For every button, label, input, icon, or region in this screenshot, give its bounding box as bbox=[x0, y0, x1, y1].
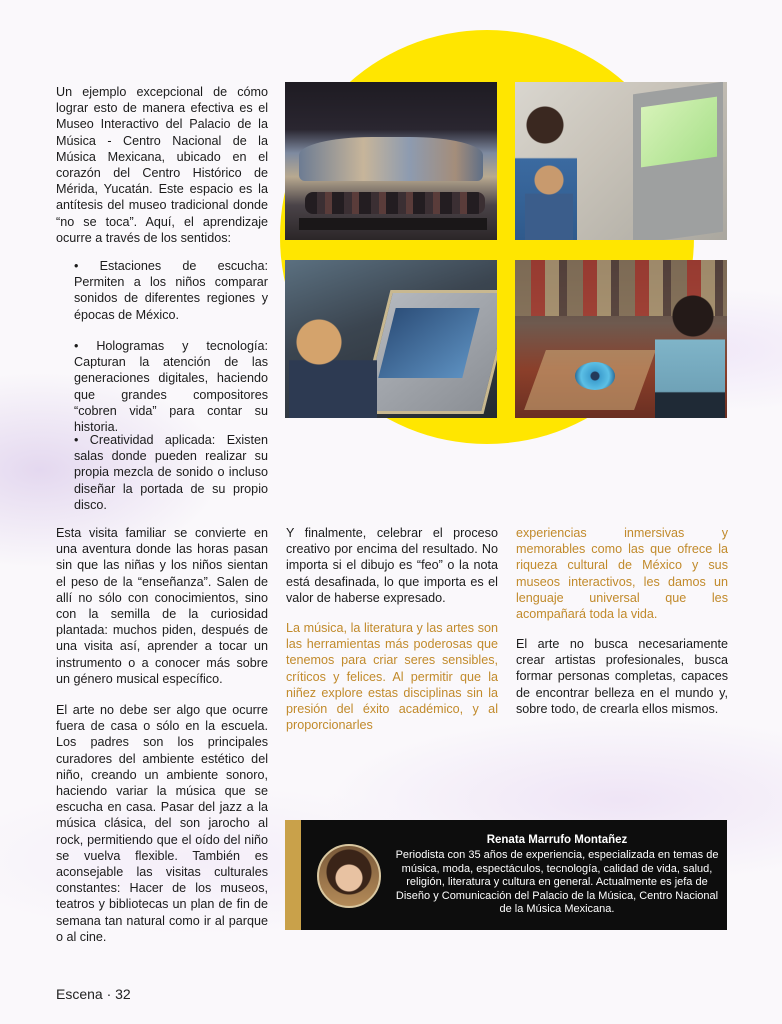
bullet-holograms: • Hologramas y tecnología: Capturan la atención de las generaciones digitales, haciendo que grandes compositores “cobren vida” para contar su historia. bbox=[74, 339, 268, 435]
child-figure bbox=[289, 312, 377, 418]
bullet-listening-stations: • Estaciones de escucha: Permiten a los niños comparar sonidos de diferentes regiones y épocas de México. bbox=[74, 259, 268, 322]
bullet-creativity: • Creatividad aplicada: Existen salas donde pueden realizar su propia mezcla de sonido o incluso diseñar la portada de su propio disco. bbox=[74, 433, 268, 512]
author-description: Periodista con 35 años de experiencia, especializada en temas de música, moda, espectáculos, tecnología, calidad de vida, salud, religión, literatura y cultura en general. Actualmente es jefa de Diseño y Comunicación del Palacio de la Música, Centro Nacional de la Música Mexicana. bbox=[395, 849, 719, 916]
projection-screen bbox=[299, 137, 483, 181]
column3-paragraph: El arte no busca necesariamente crear artistas profesionales, busca formar personas completas, capaces de encontrar belleza en el mundo y, sobre todo, de crearla ellos mismos. bbox=[516, 637, 728, 716]
touch-screen bbox=[378, 308, 479, 378]
bio-accent-bar bbox=[285, 820, 301, 930]
kiosk-screen bbox=[641, 97, 717, 168]
column1-paragraph2: El arte no debe ser algo que ocurre fuera de casa o sólo en la escuela. Los padres son los principales curadores del ambiente estético del niño, creando un ambiente sonoro, haciendo variar la música que se escucha en casa. Pasar del jazz a la música clásica, del son jarocho al rock, permitiendo que el oído del niño se vuelva flexible. También es aconsejable las visitas culturales constantes: Hacer de los museos, teatros y bibliotecas un plan de fin de semana tan natural como ir al parque o al cine. bbox=[56, 703, 268, 944]
page-footer: Escena · 32 bbox=[56, 986, 131, 1002]
photo-immersive-theater bbox=[285, 82, 497, 240]
photo-kiosk-children bbox=[515, 82, 727, 240]
author-bio-box bbox=[285, 820, 727, 930]
vinyl-disc bbox=[575, 362, 615, 390]
photo-vinyl-station bbox=[515, 260, 727, 418]
author-avatar bbox=[317, 844, 381, 908]
child-figure bbox=[525, 162, 573, 240]
photo-touchscreen-child bbox=[285, 260, 497, 418]
author-name: Renata Marrufo Montañez bbox=[486, 834, 628, 846]
column1-paragraph1: Esta visita familiar se convierte en una aventura donde las horas pasan sin que las niñas y los niños sientan el peso de la “enseñanza”. Salen de allí no sólo con conocimientos, sino con la semilla de la curiosidad plantada: muchos piden, después de una visita así, aprender a tocar un instrumento o a conocer más sobre un género musical específico. bbox=[56, 526, 268, 686]
column2-paragraph1: Y finalmente, celebrar el proceso creativo por encima del resultado. No importa si el dibujo es “feo” o la nota está desafinada, lo que importa es el valor de haberse expresado. bbox=[286, 526, 498, 605]
audience bbox=[305, 192, 485, 214]
column2-highlight-paragraph: La música, la literatura y las artes son las herramientas más poderosas que tenemos para criar seres sensibles, críticos y felices. Al permitir que la niñez explore estas disciplinas sin la presión del éxito académico, y al proporcionarles bbox=[286, 621, 498, 733]
bench bbox=[299, 218, 487, 230]
intro-paragraph: Un ejemplo excepcional de cómo lograr esto de manera efectiva es el Museo Interactivo del Palacio de la Música - Centro Nacional de la Música Mexicana, ubicado en el corazón del Centro Histórico de Mérida, Yucatán. Este espacio es la antítesis del museo tradicional donde “no se toca”. Aquí, el aprendizaje ocurre a través de los sentidos: bbox=[56, 85, 268, 245]
boy-figure bbox=[655, 286, 725, 418]
column3-highlight-paragraph: experiencias inmersivas y memorables como las que ofrece la riqueza cultural de México y sus museos interactivos, les damos un lenguaje universal que les acompañará toda la vida. bbox=[516, 526, 728, 622]
